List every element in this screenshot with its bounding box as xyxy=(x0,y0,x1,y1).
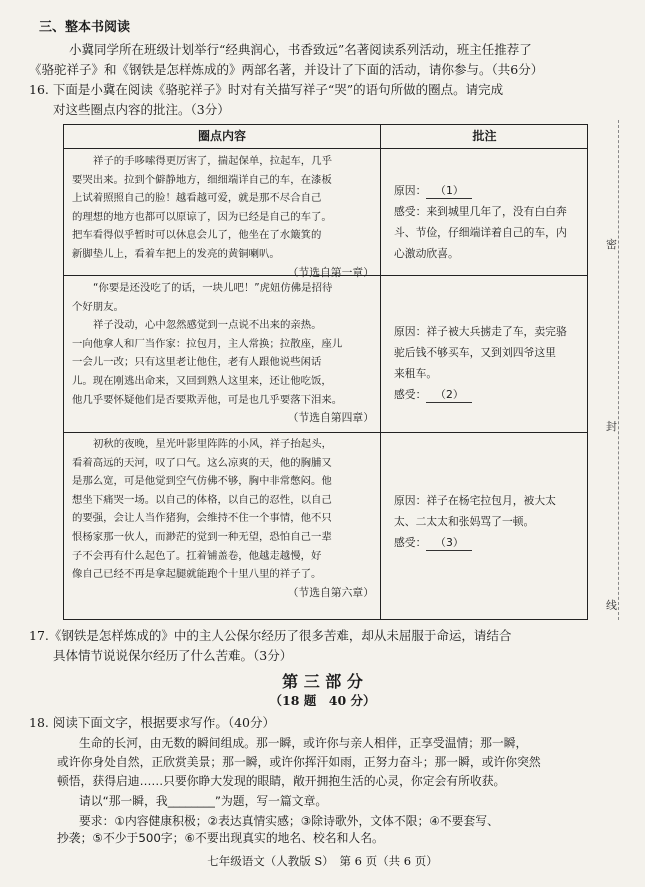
source-label: （节选自第六章） xyxy=(287,585,374,599)
note-line: 感受： （2） xyxy=(394,384,567,405)
text-line: 是那么宽，可是他觉到空气仿佛不够，胸中非常憋闷。他 xyxy=(72,475,332,488)
text-line: 个好朋友。 xyxy=(72,300,124,313)
essay-title-instruction: 请以“那一瞬，我________”为题，写一篇文章。 xyxy=(79,794,328,808)
intro-line-2: 《骆驼祥子》和《钢铁是怎样炼成的》两部名著，并设计了下面的活动，请你参与。（共6分） xyxy=(29,62,544,77)
annotation-table xyxy=(63,124,588,620)
q17-line-2: 具体情节说说保尔经历了什么苦难。（3分） xyxy=(53,648,293,663)
text-line: 一会儿一改；只有这里老让他住，老有人跟他说些闲话 xyxy=(72,356,322,369)
text-line: 看着高远的天河，叹了口气。这么凉爽的天，他的胸脯又 xyxy=(72,456,332,469)
text-line: 的理想的地方也都可以原谅了，因为已经是自己的车了。 xyxy=(72,210,332,223)
table-row-3-note xyxy=(394,490,556,553)
q17-line-1: 17.《钢铁是怎样炼成的》中的主人公保尔经历了很多苦难，却从未屈服于命运，请结合 xyxy=(29,628,512,643)
note-line: 感受：来到城里几年了，没有白白奔 xyxy=(394,205,567,218)
essay-requirements-2: 抄袭；⑤不少于500字；⑥不要出现真实的地名、校名和人名。 xyxy=(57,831,384,845)
source-label: （节选自第四章） xyxy=(287,411,374,425)
table-row-3-text xyxy=(72,435,374,602)
note-line: 原因：祥子在杨宅拉包月，被大太 xyxy=(394,494,556,507)
text-line: “你要是还没吃了的话，一块儿吧！”虎妞仿佛是招待 xyxy=(93,282,333,294)
note-line: 原因： （1） xyxy=(394,180,567,201)
table-row-divider xyxy=(64,148,587,149)
note-line: 感受： （3） xyxy=(394,532,556,553)
answer-blank-2[interactable]: （2） xyxy=(426,388,472,403)
q18-title: 18. 阅读下面文字，根据要求写作。（40分） xyxy=(29,715,276,730)
note-line: 驼后钱不够买车，又到刘四爷这里 xyxy=(394,346,556,359)
text-line: 把车看得似乎暂时可以休息会儿了，他坐在了水簸箕的 xyxy=(72,229,322,242)
part3-title: 第 三 部 分 xyxy=(282,672,363,691)
table-row-1-note xyxy=(394,180,567,264)
q16-line-1: 16. 下面是小冀在阅读《骆驼祥子》时对有关描写祥子“哭”的语句所做的圈点。请完成 xyxy=(29,82,504,97)
table-column-divider xyxy=(380,125,381,619)
intro-line-1: 小冀同学所在班级计划举行“经典润心，书香致远”名著阅读系列活动，班主任推荐了 xyxy=(69,42,532,57)
note-line: 心激动欣喜。 xyxy=(394,247,459,260)
text-line: 子不会再有什么起色了。扛着铺盖卷，他越走越慢，好 xyxy=(72,549,322,562)
text-line: 想坐下痛哭一场。以自己的体格，以自己的忍性，以自己 xyxy=(72,493,332,506)
text-line: 一向他拿人和厂当作家：拉包月，主人常换；拉散座，座儿 xyxy=(72,337,343,350)
seal-label-mi: 密 xyxy=(606,238,617,251)
text-line: 他几乎要怀疑他们是否要欺弄他，可是也几乎要落下泪来。 xyxy=(72,393,343,406)
text-line: 恨杨家那一伙人，而渺茫的觉到一种无望，恐怕自己一辈 xyxy=(72,530,332,543)
page-footer: 七年级语文（人教版 S） 第 6 页（共 6 页） xyxy=(207,854,438,868)
text-line: 新脚垫儿上，看着车把上的发亮的黄铜喇叭。 xyxy=(72,247,280,260)
table-row-divider xyxy=(64,432,587,433)
text-line: 像自己已经不再是拿起腿就能跑个十里八里的祥子了。 xyxy=(72,568,322,581)
seal-label-xian: 线 xyxy=(606,599,617,612)
note-line: 来租车。 xyxy=(394,367,438,380)
text-line: 祥子的手哆嗦得更厉害了，揣起保单，拉起车，几乎 xyxy=(93,155,332,167)
seal-label-feng: 封 xyxy=(606,420,617,433)
table-row-2-text xyxy=(72,279,374,428)
part3-subtitle: （18 题 40 分） xyxy=(269,693,376,708)
seal-line xyxy=(618,120,619,620)
table-row-2-note xyxy=(394,321,567,405)
note-line: 太、二太太和张妈骂了一顿。 xyxy=(394,515,535,528)
essay-prompt-line-1: 生命的长河，由无数的瞬间组成。那一瞬，或许你与亲人相伴，正享受温情；那一瞬， xyxy=(79,736,528,750)
essay-requirements-1: 要求：①内容健康积极；②表达真情实感；③除诗歌外，文体不限；④不要套写、 xyxy=(79,814,499,828)
answer-blank-1[interactable]: （1） xyxy=(426,184,472,199)
answer-blank-3[interactable]: （3） xyxy=(426,536,472,551)
section-title: 三、整本书阅读 xyxy=(39,20,131,35)
text-line: 儿。现在刚逃出命来，又回到熟人这里来，还让他吃饭， xyxy=(72,374,332,387)
source-label: （节选自第一章） xyxy=(287,265,374,279)
table-row-1-text xyxy=(72,152,374,282)
essay-prompt-line-2: 或许你身处自然，正欣赏美景；那一瞬，或许你挥汗如雨，正努力奋斗；那一瞬，或许你突然 xyxy=(57,755,541,769)
text-line: 上试着照照自己的脸！越看越可爱，就是那不尽合自己 xyxy=(72,192,322,205)
text-line: 初秋的夜晚，星光叶影里阵阵的小风，祥子抬起头， xyxy=(93,438,332,450)
q16-line-2: 对这些圈点内容的批注。（3分） xyxy=(53,102,230,117)
note-line: 斗、节俭，仔细端详着自己的车，内 xyxy=(394,226,567,239)
table-header-note: 批注 xyxy=(472,129,497,143)
text-line: 要哭出来。拉到个僻静地方，细细端详自己的车，在漆板 xyxy=(72,173,332,186)
essay-prompt-line-3: 顿悟，获得启迪……只要你睁大发现的眼睛，敞开拥抱生活的心灵，你定会有所收获。 xyxy=(57,774,506,788)
text-line: 的要强，会让人当作猪狗，会维持不住一个事情，他不只 xyxy=(72,512,332,525)
note-line: 原因：祥子被大兵掳走了车，卖完骆 xyxy=(394,325,567,338)
table-header-content: 圈点内容 xyxy=(197,129,246,143)
text-line: 祥子没动，心中忽然感觉到一点说不出来的亲热。 xyxy=(93,319,322,332)
